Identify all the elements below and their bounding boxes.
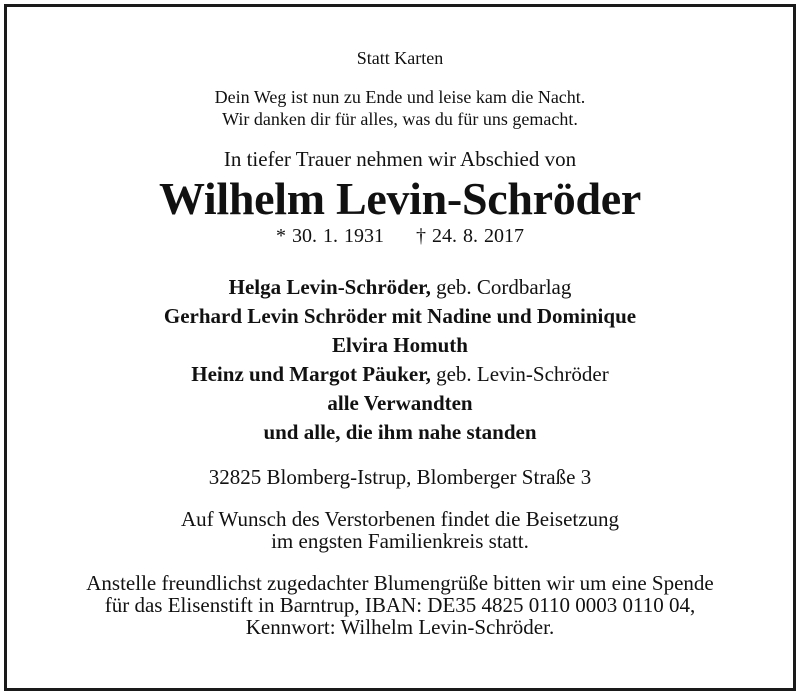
verse-line: Dein Weg ist nun zu Ende und leise kam die Nacht.: [214, 87, 586, 107]
notice-border: [4, 4, 796, 691]
memorial-verse: [7, 86, 793, 130]
donation-line: für das Elisenstift in Barntrup, IBAN: DE35 4825 0110 0003 0110 04,: [104, 593, 696, 617]
statt-karten-header: Statt Karten: [356, 48, 444, 68]
deceased-name: Wilhelm Levin-Schröder: [159, 173, 641, 224]
birth-date: * 30. 1. 1931: [276, 225, 384, 247]
mourner-name: alle Verwandten: [327, 391, 473, 415]
funeral-note: [7, 508, 793, 552]
mourner-note: geb. Cordbarlag: [430, 275, 572, 299]
mourners-list: [7, 273, 793, 447]
mourner-line: [7, 331, 793, 360]
mourner-line: [7, 273, 793, 302]
death-date: † 24. 8. 2017: [416, 225, 524, 247]
verse-line: Wir danken dir für alles, was du für uns gemacht.: [222, 109, 578, 129]
family-address: 32825 Blomberg-Istrup, Blomberger Straße 3: [208, 465, 592, 489]
funeral-line: im engsten Familienkreis statt.: [271, 529, 529, 553]
mourner-name: und alle, die ihm nahe standen: [263, 420, 537, 444]
funeral-line: Auf Wunsch des Verstorbenen findet die Beisetzung: [180, 507, 620, 531]
intro-text: In tiefer Trauer nehmen wir Abschied von: [223, 147, 577, 171]
mourner-name: Elvira Homuth: [332, 333, 468, 357]
mourner-name: Helga Levin-Schröder,: [228, 275, 431, 299]
obituary-notice: [7, 7, 793, 638]
mourner-line: [7, 389, 793, 418]
donation-line: Kennwort: Wilhelm Levin-Schröder.: [245, 615, 555, 639]
mourner-line: [7, 418, 793, 447]
mourner-name: Heinz und Margot Päuker,: [191, 362, 431, 386]
donation-line: Anstelle freundlichst zugedachter Blumengrüße bitten wir um eine Spende: [86, 571, 714, 595]
mourner-line: [7, 360, 793, 389]
mourner-name: Gerhard Levin Schröder mit Nadine und Dominique: [163, 304, 637, 328]
mourner-line: [7, 302, 793, 331]
life-dates: [7, 225, 793, 247]
donation-note: [7, 572, 793, 638]
mourner-note: geb. Levin-Schröder: [430, 362, 609, 386]
